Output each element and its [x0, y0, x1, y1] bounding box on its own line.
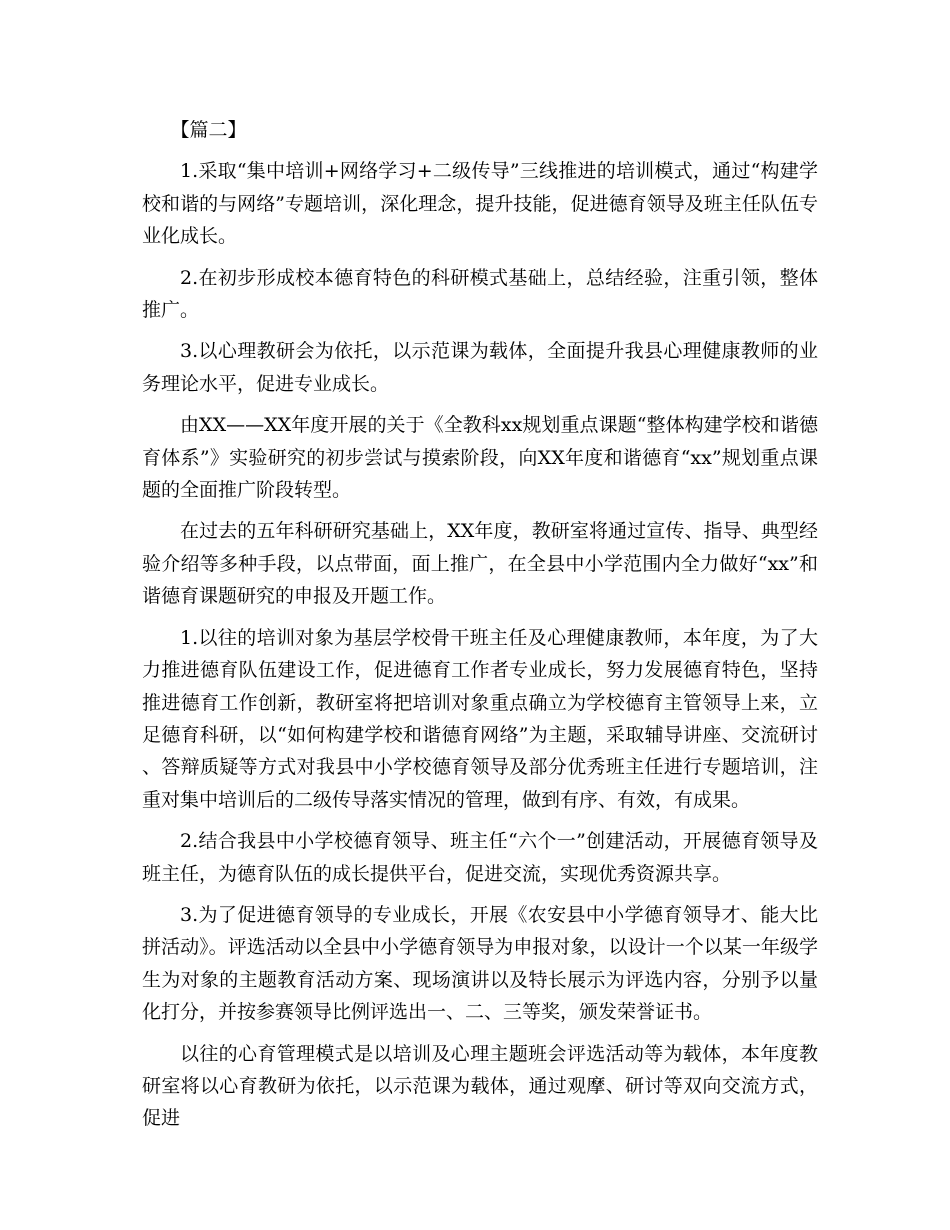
paragraph-9: 以往的心育管理模式是以培训及心理主题班会评选活动等为载体，本年度教研室将以心育教研为依托，以示范课为载体，通过观摩、研讨等双向交流方式，促进 — [142, 1042, 818, 1130]
section-heading: 【篇二】 — [170, 119, 247, 141]
document-body — [142, 114, 818, 1144]
paragraph-1: 1.采取“集中培训+网络学习+二级传导”三线推进的培训模式，通过“构建学校和谐的与网络”专题培训，深化理念，提升技能，促进德育领导及班主任队伍专业化成长。 — [142, 160, 818, 248]
paragraph-4: 由XX——XX年度开展的关于《全教科xx规划重点课题“整体构建学校和谐德育体系”》实验研究的初步尝试与摸索阶段，向XX年度和谐德育“xx”规划重点课题的全面推广阶段转型。 — [142, 414, 818, 502]
paragraph-3: 3.以心理教研会为依托，以示范课为载体，全面提升我县心理健康教师的业务理论水平，促进专业成长。 — [142, 340, 818, 395]
paragraph-8: 3.为了促进德育领导的专业成长，开展《农安县中小学德育领导才、能大比拼活动》。评选活动以全县中小学德育领导为申报对象，以设计一个以某一年级学生为对象的主题教育活动方案、现场演讲以及特长展示为评选内容，分别予以量化打分，并按参赛领导比例评选出一、二、三等奖，颁发荣誉证书。 — [142, 903, 818, 1024]
paragraph-2: 2.在初步形成校本德育特色的科研模式基础上，总结经验，注重引领，整体推广。 — [142, 266, 818, 322]
paragraph-5: 在过去的五年科研研究基础上，XX年度，教研室将通过宣传、指导、典型经验介绍等多种手段，以点带面，面上推广，在全县中小学范围内全力做好“xx”和谐德育课题研究的申报及开题工作。 — [142, 520, 818, 608]
paragraph-6: 1.以往的培训对象为基层学校骨干班主任及心理健康教师，本年度，为了大力推进德育队伍建设工作，促进德育工作者专业成长，努力发展德育特色，坚持推进德育工作创新，教研室将把培训对象重点确立为学校德育主管领导上来，立足德育科研，以“如何构建学校和谐德育网络”为主题，采取辅导讲座、交流研讨、答辩质疑等方式对我县中小学校德育领导及部分优秀班主任进行专题培训，注重对集中培训后的二级传导落实情况的管理，做到有序、有效，有成果。 — [142, 626, 818, 811]
paragraph-7: 2.结合我县中小学校德育领导、班主任“六个一”创建活动，开展德育领导及班主任，为德育队伍的成长提供平台，促进交流，实现优秀资源共享。 — [142, 830, 818, 885]
